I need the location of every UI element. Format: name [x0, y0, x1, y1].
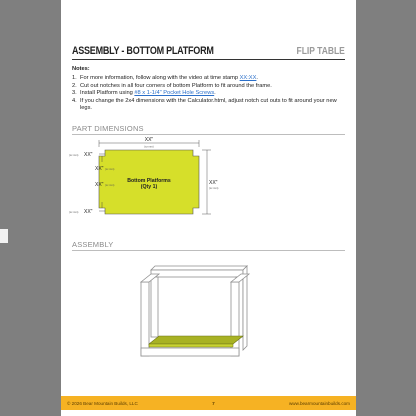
height-dimension-unit: (xx mm) [209, 187, 219, 190]
document-title: ASSEMBLY - BOTTOM PLATFORM [72, 45, 214, 57]
frame-front-bottom-rail [141, 348, 239, 356]
note-item [72, 98, 347, 113]
note-text-end: . [214, 90, 216, 97]
note-text: Install Platform using [80, 90, 135, 97]
notch-width-unit-top: (xx mm) [69, 154, 79, 157]
notch-width-unit-bottom: (xx mm) [69, 211, 79, 214]
note-number: 3. [72, 90, 77, 97]
note-text: For more information, follow along with the video at time stamp [80, 75, 240, 82]
height-dimension-value: XX" [209, 180, 218, 186]
note-text-end: . [256, 75, 258, 82]
notes-list [72, 75, 347, 112]
assembly-bottom-platform-edge [149, 344, 233, 347]
part-label: Bottom Platforms [127, 178, 171, 184]
notch-width-value-top: XX" [84, 152, 93, 158]
pocket-hole-screws-link[interactable]: #8 x 1-1/4" Pocket Hole Screws [134, 90, 215, 97]
note-text: Cut out notches in all four corners of bottom Platform to fit around the frame. [80, 82, 272, 89]
part-quantity-label: (Qty 1) [140, 184, 158, 190]
title-bar [72, 44, 345, 60]
assembly-diagram [131, 258, 271, 378]
footer-website[interactable]: www.bearmountainbuilds.com [288, 400, 350, 406]
document-category: FLIP TABLE [296, 46, 345, 57]
video-timestamp-link[interactable]: XX:XX [239, 75, 257, 82]
assembly-heading: ASSEMBLY [72, 240, 345, 251]
page-footer [61, 396, 356, 410]
frame-top-rail [151, 266, 247, 270]
part-dimensions-heading: PART DIMENSIONS [72, 124, 345, 135]
note-number: 1. [72, 75, 77, 82]
notch-depth-unit-top: (xx mm) [105, 168, 115, 171]
notch-depth-value-top: XX" [95, 166, 104, 172]
frame-back-rail [151, 270, 243, 277]
note-number: 2. [72, 82, 77, 89]
part-dimensions-diagram [61, 134, 356, 234]
notch-width-value-bottom: XX" [84, 209, 93, 215]
frame-back-left-leg [151, 277, 158, 337]
note-item [72, 90, 347, 97]
page-edge-marker [0, 229, 8, 243]
notch-depth-value-bottom: XX" [95, 182, 104, 188]
notch-depth-unit-bottom: (xx mm) [105, 184, 115, 187]
width-dimension-value: XX" [144, 137, 154, 143]
notes-section [72, 66, 347, 112]
width-dimension-unit: (xx mm) [144, 145, 154, 149]
footer-page-number: 7 [212, 400, 215, 406]
note-item [72, 83, 347, 90]
notes-heading: Notes: [72, 66, 90, 72]
assembly-bottom-platform [149, 336, 243, 344]
footer-copyright: © 2026 Bear Mountain Builds, LLC [67, 400, 138, 406]
note-number: 4. [72, 97, 77, 104]
frame-front-left-leg [141, 282, 149, 356]
document-page [61, 0, 356, 416]
note-text: If you change the 2x4 dimensions with the Calculator.html, adjust notch cut outs to fit around your new legs. [80, 97, 337, 112]
note-item [72, 75, 347, 82]
